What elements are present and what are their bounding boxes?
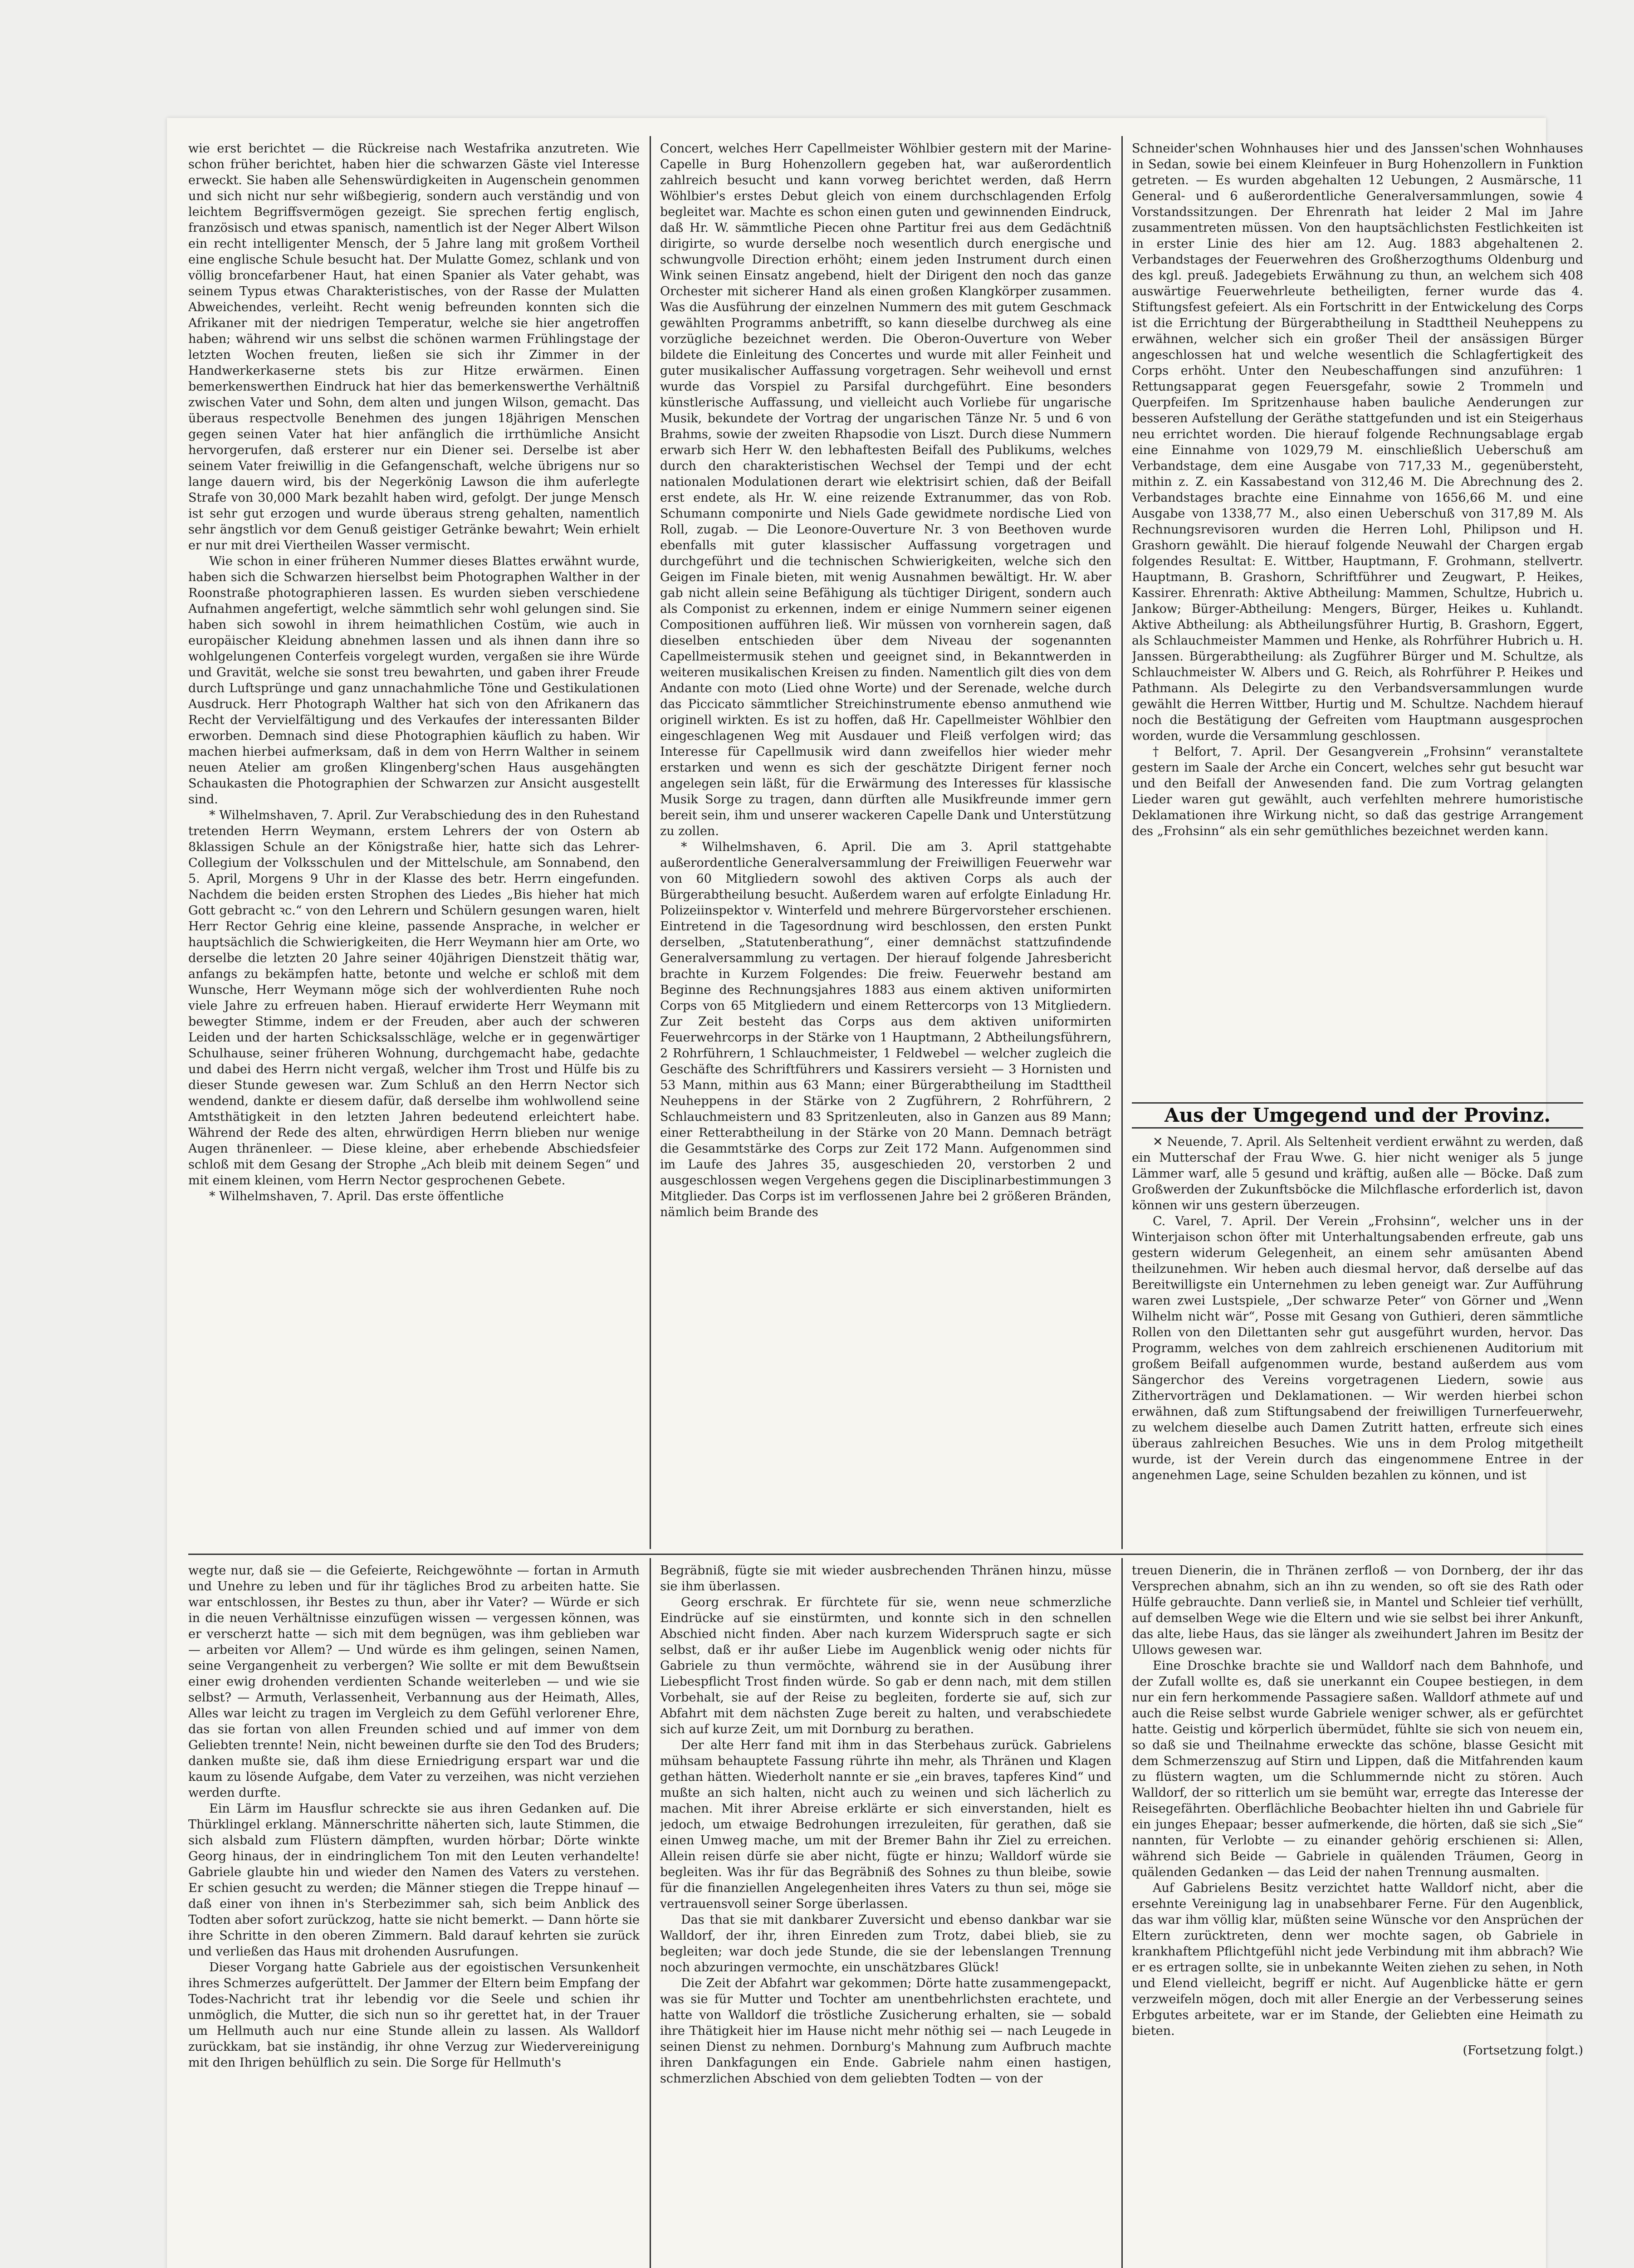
column-divider bbox=[650, 136, 651, 1549]
column-divider bbox=[1121, 1558, 1123, 2268]
column-divider bbox=[1121, 136, 1123, 1549]
lower-column-3 bbox=[1132, 1563, 1583, 2268]
section-heading: Aus der Umgegend und der Provinz. bbox=[1132, 1102, 1583, 1129]
column-divider bbox=[650, 1558, 651, 2268]
lower-column-1 bbox=[188, 1563, 640, 2268]
lower-column-2 bbox=[660, 1563, 1111, 2268]
upper-column-1 bbox=[188, 141, 640, 1549]
article-paragraph: * Wilhelmshaven, 6. April. Die am 3. April stattgehabte außerordentliche Generalversammlung der Freiwilligen Feuerwehr war von 60 Mitgliedern sowohl des aktiven Corps als auch der Bürgerabtheilung besucht. Außerdem waren auf erfolgte Einladung Hr. Polizeiinspektor v. Winterfeld und mehrere Bürgervorsteher erschienen. Eintretend in die Tagesordnung wird beschlossen, den ersten Punkt derselben, „Statutenberathung“, einer demnächst stattzufindende Generalversammlung zu vertagen. Der hierauf folgende Jahresbericht brachte in Kurzem Folgendes: Die freiw. Feuerwehr bestand am Beginne des Rechnungsjahres 1883 aus einem aktiven uniformirten Corps von 65 Mitgliedern und einem Rettercorps von 13 Mitgliedern. Zur Zeit besteht das Corps aus dem aktiven uniformirten Feuerwehrcorps in der Stärke von 1 Hauptmann, 2 Abtheilungsführern, 2 Rohrführern, 1 Schlauchmeister, 1 Feldwebel — welcher zugleich die Geschäfte des Schriftführers und Kassirers versieht — 3 Hornisten und 53 Mann, mithin aus 63 Mann; einer Bürgerabtheilung im Stadttheil Neuheppens in der Stärke von 2 Zugführern, 2 Rohrführern, 2 Schlauchmeistern und 83 Spritzenleuten, also in Ganzen aus 89 Mann; einer Retterabtheilung in der Stärke von 20 Mann. Demnach beträgt die Gesammtstärke des Corps zur Zeit 172 Mann. Aufgenommen sind im Laufe des Jahres 35, ausgeschieden 20, verstorben 2 und ausgeschlossen wegen Vergehens gegen die Disciplinarbestimmungen 3 Mitglieder. Das Corps ist im verflossenen Jahre bei 2 größeren Bränden, nämlich beim Brande des bbox=[660, 840, 1111, 1219]
article-paragraph: Concert, welches Herr Capellmeister Wöhlbier gestern mit der Marine-Capelle in Burg Hohenzollern gegeben hat, war außerordentlich zahlreich besucht und kann vorweg berichtet werden, daß Herrn Wöhlbier's erstes Debut gleich von einem durchschlagenden Erfolg begleitet war. Machte es schon einen guten und gewinnenden Eindruck, daß Hr. W. sämmtliche Piecen ohne Partitur frei aus dem Gedächtniß dirigirte, so wurde derselbe noch wesentlich durch energische und schwungvolle Direction erhöht; einem jeden Instrument durch einen Wink seinen Einsatz angebend, hielt der Dirigent den noch das ganze Orchester mit sicherer Hand als einen großen Klangkörper zusammen. Was die Ausführung der einzelnen Nummern des mit gutem Geschmack gewählten Programms anbetrifft, so kann dieselbe durchweg als eine vorzügliche bezeichnet werden. Die Oberon-Ouverture von Weber bildete die Einleitung des Concertes und wurde mit aller Feinheit und guter musikalischer Auffassung vorgetragen. Sehr weihevoll und ernst wurde das Vorspiel zu Parsifal durchgeführt. Eine besonders künstlerische Auffassung, und vielleicht auch Vorliebe für ungarische Musik, bekundete der Vortrag der ungarischen Tänze Nr. 5 und 6 von Brahms, sowie der zweiten Rhapsodie von Liszt. Durch diese Nummern erwarb sich Herr W. den lebhaftesten Beifall des Publikums, welches durch den charakteristischen Wechsel der Tempi und der echt nationalen Modulationen derart wie elektrisirt schien, daß der Beifall erst endete, als Hr. W. eine reizende Extranummer, das von Rob. Schumann componirte und Niels Gade gewidmete nordische Lied von Roll, zugab. — Die Leonore-Ouverture Nr. 3 von Beethoven wurde ebenfalls mit guter klassischer Auffassung vorgetragen und durchgeführt und die technischen Schwierigkeiten, welche sich den Geigen im Finale bieten, mit wenig Ausnahmen bewältigt. Hr. W. aber gab nicht allein seine Befähigung als tüchtiger Dirigent, sondern auch als Componist zu erkennen, indem er einige Nummern seiner eigenen Compositionen aufführen ließ. Wir müssen von vornherein sagen, daß dieselben entschieden über dem Niveau der sogenannten Capellmeistermusik stehen und geeignet sind, in Bekanntwerden in weiteren musikalischen Kreisen zu finden. Namentlich gilt dies von dem Andante con moto (Lied ohne Worte) und der Serenade, welche durch das Piccicato sämmtlicher Streichinstrumente ebenso anmuthend wie originell wirkten. Es ist zu hoffen, daß Hr. Capellmeister Wöhlbier den eingeschlagenen Weg mit Ausdauer und Fleiß verfolgen wird; das Interesse für Capellmusik wird dann zweifellos hier wieder mehr erstarken und wenn es sich der geschätzte Dirigent ferner noch angelegen sein läßt, für die Erwärmung des Interesses für klassische Musik Sorge zu tragen, dann dürften alle Musikfreunde immer gern bereit sein, ihm und unserer wackeren Capelle Dank und Unterstützung zu zollen. bbox=[660, 142, 1111, 838]
feuilleton-separator bbox=[188, 1554, 1583, 1555]
story-paragraph: wegte nur, daß sie — die Gefeierte, Reichgewöhnte — fortan in Armuth und Unehre zu leben und für ihr tägliches Brod zu arbeiten hatte. Sie war entschlossen, ihr Bestes zu thun, aber ihr Vater? — Würde er sich in die neuen Verhältnisse einzufügen wissen — vergessen können, was er verscherzt hatte — sich mit dem begnügen, was ihm geblieben war — arbeiten vor Allem? — Und würde es ihm gelingen, seinen Namen, seine Vergangenheit zu verbergen? Wie sollte er mit dem Bewußtsein einer ewig drohenden verdienten Schande weiterleben — und wie sie selbst? — Armuth, Verlassenheit, Verbannung aus der Heimath, Alles, Alles war leicht zu tragen im Vergleich zu dem Gefühl verlorener Ehre, das sie fortan von allen Freunden schied und auf immer von dem Geliebten trennte! Nein, nicht beweinen durfte sie den Tod des Bruders; danken mußte sie, daß ihm diese Erniedrigung erspart war und die kaum zu lösende Aufgabe, dem Vater zu verzeihen, was nicht verziehen werden durfte. bbox=[188, 1564, 640, 1800]
article-paragraph: wie erst berichtet — die Rückreise nach Westafrika anzutreten. Wie schon früher berichtet, haben hier die schwarzen Gäste viel Interesse erweckt. Sie haben alle Sehenswürdigkeiten in Augenschein genommen und sich nicht nur sehr wißbegierig, sondern auch verständig und von leichtem Begriffsvermögen gezeigt. Sie sprechen fertig englisch, französisch und etwas spanisch, namentlich ist der Neger Albert Wilson ein recht intelligenter Mensch, der 5 Jahre lang mit großem Vortheil eine englische Schule besucht hat. Der Mulatte Gomez, schlank und von völlig broncefarbener Haut, hat einen Spanier als Vater gehabt, was seinem Typus etwas Charakteristisches, von der Rasse der Mulatten Abweichendes, verleiht. Recht wenig befreunden konnten sich die Afrikaner mit der niedrigen Temperatur, welche sie hier angetroffen haben; während wir uns selbst die schönen warmen Frühlingstage der letzten Wochen freuten, ließen sie sich ihr Zimmer in der Handwerkerkaserne stets bis zur Hitze erwärmen. Einen bemerkenswerthen Eindruck hat hier das bemerkenswerthe Verhältniß zwischen Vater und Sohn, dem alten und jungen Wilson, gemacht. Das überaus respectvolle Benehmen des jungen 18jährigen Menschen gegen seinen Vater hat hier anfänglich die irrthümliche Ansicht hervorgerufen, daß ersterer nur ein Diener sei. Derselbe ist aber seinem Vater freiwillig in die Gefangenschaft, welche übrigens nur so lange dauern wird, bis der Negerkönig Lawson die ihm auferlegte Strafe von 30,000 Mark bezahlt haben wird, gefolgt. Der junge Mensch ist sehr gut erzogen und wurde überaus streng gehalten, namentlich sehr ängstlich vor dem Genuß geistiger Getränke bewahrt; Wein erhielt er nur mit drei Viertheilen Wasser vermischt. bbox=[188, 142, 640, 552]
story-paragraph: Der alte Herr fand mit ihm in das Sterbehaus zurück. Gabrielens mühsam behauptete Fassung rührte ihn mehr, als Thränen und Klagen gethan hätten. Wiederholt nannte er sie „ein braves, tapferes Kind“ und mußte an sich halten, nicht auch zu weinen und sich lächerlich zu machen. Mit ihrer Abreise erklärte er sich einverstanden, hielt es jedoch, um etwaige Bedrohungen irrezuleiten, für gerathen, daß sie einen Umweg mache, um mit der Bremer Bahn ihr Ziel zu erreichen. Allein reisen dürfe sie aber nicht, fügte er hinzu; Walldorf würde sie begleiten. Was ihr für das Begräbniß des Sohnes zu thun bleibe, sowie für die finanziellen Angelegenheiten ihres Vaters zu thun sei, möge sie vertrauensvoll seiner Sorge überlassen. bbox=[660, 1738, 1111, 1911]
article-paragraph: C. Varel, 7. April. Der Verein „Frohsinn“, welcher uns in der Winterjaison schon öfter mit Unterhaltungsabenden erfreute, gab uns gestern widerum Gelegenheit, an einem sehr amüsanten Abend theilzunehmen. Wir heben auch diesmal hervor, daß derselbe auf das Bereitwilligste ein Unternehmen zu leben geneigt war. Zur Aufführung waren zwei Lustspiele, „Der schwarze Peter“ von Görner und „Wenn Wilhelm nicht wär“, Posse mit Gesang von Guthieri, deren sämmtliche Rollen von den Dilettanten sehr gut ausgeführt wurden, hervor. Das Programm, welches von dem zahlreich erschienenen Auditorium mit großem Beifall aufgenommen wurde, bestand außerdem aus vom Sängerchor des Vereins vorgetragenen Liedern, sowie aus Zithervorträgen und Deklamationen. — Wir werden hierbei schon erwähnen, daß zum Stiftungsabend der freiwilligen Turnerfeuerwehr, zu welchem dieselbe auch Damen Zutritt hatten, erfreute sich eines überaus zahlreichen Besuches. Wie uns in dem Prolog mitgetheilt wurde, ist der Verein durch das eingenommene Entree in der angenehmen Lage, seine Schulden bezahlen zu können, und ist bbox=[1132, 1214, 1583, 1482]
article-paragraph: Schneider'schen Wohnhauses hier und des Janssen'schen Wohnhauses in Sedan, sowie bei einem Kleinfeuer in Burg Hohenzollern in Funktion getreten. — Es wurden abgehalten 12 Uebungen, 2 Ausmärsche, 11 General- und 6 außerordentliche Generalversammlungen, sowie 4 Vorstandssitzungen. Der Ehrenrath hat leider 2 Mal im Jahre zusammentreten müssen. Von den hauptsächlichsten Festlichkeiten ist in erster Linie des hier am 12. Aug. 1883 abgehaltenen 2. Verbandstages der Feuerwehren des Großherzogthums Oldenburg und des kgl. preuß. Jadegebiets Erwähnung zu thun, an welchem sich 408 auswärtige Feuerwehrleute betheiligten, ferner wurde das 4. Stiftungsfest gefeiert. Als ein Fortschritt in der Entwickelung des Corps ist die Errichtung der Bürgerabtheilung in Stadttheil Neuheppens zu erwähnen, welcher sich ein großer Theil der ansässigen Bürger angeschlossen hat und welche wesentlich die Schlagfertigkeit des Corps erhöht. Unter den Neubeschaffungen sind anzuführen: 1 Rettungsapparat gegen Feuersgefahr, sowie 2 Trommeln und Querpfeifen. Im Spritzenhause haben bauliche Aenderungen zur besseren Aufstellung der Geräthe stattgefunden und ist ein Steigerhaus neu errichtet worden. Die hierauf folgende Rechnungsablage ergab eine Einnahme von 1029,79 M. einschließlich Ueberschuß am Verbandstage, dem eine Ausgabe von 717,33 M., gegenübersteht, mithin z. Z. ein Kassabestand von 312,46 M. Die Abrechnung des 2. Verbandstages brachte eine Einnahme von 1656,66 M. und eine Ausgabe von 1338,77 M., also einen Ueberschuß von 317,89 M. Als Rechnungsrevisoren wurden die Herren Lohl, Philipson und H. Grashorn gewählt. Die hierauf folgende Neuwahl der Chargen ergab folgendes Resultat: E. Wittber, Hauptmann, F. Grohmann, stellvertr. Hauptmann, B. Grashorn, Schriftführer und Zeugwart, P. Heikes, Kassirer. Ehrenrath: Aktive Abtheilung: Mammen, Schultze, Hubrich u. Jankow; Bürger-Abtheilung: Mengers, Bürger, Heikes u. Kuhlandt. Aktive Abtheilung: als Abtheilungsführer Hurtig, B. Grashorn, Eggert, als Schlauchmeister Mammen und Henke, als Rohrführer Hubrich u. H. Janssen. Bürgerabtheilung: als Zugführer Bürger und M. Schultze, als Schlauchmeister W. Albers und G. Reich, als Rohrführer P. Heikes und Pathmann. Als Delegirte zu den Verbandsversammlungen wurde gewählt die Herren Wittber, Hurtig und M. Schultze. Nachdem hierauf noch die Bestätigung der Gefreiten vom Hauptmann ausgesprochen worden, wurde die Versammlung geschlossen. bbox=[1132, 142, 1583, 743]
article-paragraph: * Wilhelmshaven, 7. April. Das erste öffentliche bbox=[209, 1189, 504, 1203]
article-paragraph: * Wilhelmshaven, 7. April. Zur Verabschiedung des in den Ruhestand tretenden Herrn Weymann, erstem Lehrers der von Ostern ab 8klassigen Schule an der Königstraße hier, hatte sich das Lehrer-Collegium der Volksschulen und der Mittelschule, am Sonnabend, den 5. April, Morgens 9 Uhr in der Klasse des betr. Herrn eingefunden. Nachdem die beiden ersten Strophen des Liedes „Bis hieher hat mich Gott gebracht ꝛc.“ von den Lehrern und Schülern gesungen waren, hielt Herr Rector Gehrig eine kleine, passende Ansprache, in welcher er hauptsächlich die Schwierigkeiten, die Herr Weymann hier am Orte, wo derselbe die letzten 20 Jahre seiner 40jährigen Dienstzeit thätig war, anfangs zu bekämpfen hatte, betonte und welche er schloß mit dem Wunsche, Herr Weymann möge sich der wohlverdienten Ruhe noch viele Jahre zu erfreuen haben. Hierauf erwiderte Herr Weymann mit bewegter Stimme, indem er der Freuden, aber auch der schweren Leiden und der harten Schicksalsschläge, welche er in gegenwärtiger Schulhause, seiner früheren Wohnung, durchgemacht habe, gedachte und dabei des Herrn nicht vergaß, welcher ihm Trost und Hülfe bis zu dieser Stunde gewesen war. Zum Schluß an den Herrn Nector sich wendend, dankte er diesem dafür, daß derselbe ihm wohlwollend seine Amtsthätigkeit in den letzten Jahren bedeutend erleichtert habe. Während der Rede des alten, ehrwürdigen Herrn blieben nur wenige Augen thränenleer. — Diese kleine, aber erhebende Abschiedsfeier schloß mit dem Gesang der Strophe „Ach bleib mit deinem Segen“ und mit einem kleinen, vom Herrn Nector gesprochenen Gebete. bbox=[188, 808, 640, 1188]
continuation-note: (Fortsetzung folgt.) bbox=[1463, 2043, 1583, 2058]
story-paragraph: Georg erschrak. Er fürchtete für sie, wenn neue schmerzliche Eindrücke auf sie einstürmten, und konnte sich in den schnellen Abschied nicht finden. Aber nach kurzem Widerspruch sagte er sich selbst, daß er ihr außer Liebe im Augenblick wenig oder nichts für Gabriele zu thun vermöchte, während sie in der Ausübung ihrer Liebespflicht Trost finden würde. So gab er denn nach, mit dem stillen Vorbehalt, sie auf der Reise zu begleiten, forderte sie auf, sich zur Abfahrt mit dem nächsten Zuge bereit zu halten, und verabschiedete sich auf kurze Zeit, um mit Dornburg zu berathen. bbox=[660, 1595, 1111, 1736]
article-paragraph: ✕ Neuende, 7. April. Als Seltenheit verdient erwähnt zu werden, daß ein Mutterschaf der Frau Wwe. G. hier nicht weniger als 5 junge Lämmer warf, alle 5 gesund und kräftig, außen alle — Böcke. Daß zum Großwerden der Zukunftsböcke die Milchflasche erforderlich ist, davon können wir uns gestern überzeugen. bbox=[1132, 1135, 1583, 1212]
story-paragraph: Auf Gabrielens Besitz verzichtet hatte Walldorf nicht, aber die ersehnte Vereinigung lag in unabsehbarer Ferne. Für den Augenblick, das war ihm völlig klar, müßten seine Wünsche vor den Ansprüchen der Eltern zurücktreten, denn wer mochte sagen, ob Gabriele in krankhaftem Pflichtgefühl nicht jede Verbindung mit ihm abbrach? Wie er es ertragen sollte, sie in unbekannte Weiten ziehen zu sehen, in Noth und Elend vielleicht, begriff er nicht. Auf Augenblicke hätte er gern verzweifeln mögen, doch mit aller Energie an der Verbesserung seines Erbgutes arbeitete, war er im Stande, der Geliebten eine Heimath zu bieten. bbox=[1132, 1881, 1583, 2038]
story-paragraph: Begräbniß, fügte sie mit wieder ausbrechenden Thränen hinzu, müsse sie ihm überlassen. bbox=[660, 1564, 1111, 1593]
upper-column-3 bbox=[1132, 141, 1583, 1102]
article-paragraph: † Belfort, 7. April. Der Gesangverein „Frohsinn“ veranstaltete gestern im Saale der Arche ein Concert, welches sehr gut besucht war und den Beifall der Anwesenden fand. Die zum Vortrag gelangten Lieder waren gut gewählt, auch verfehlten mehrere humoristische Deklamationen ihre Wirkung nicht, so daß das gestrige Arrangement des „Frohsinn“ als ein sehr gemüthliches bezeichnet werden kann. bbox=[1132, 745, 1583, 838]
story-paragraph: Das that sie mit dankbarer Zuversicht und ebenso dankbar war sie Walldorf, der ihr, ihren Einreden zum Trotz, dabei blieb, sie zu begleiten; war doch jede Stunde, die sie der lebenslangen Trennung noch abzuringen vermochte, ein unschätzbares Glück! bbox=[660, 1913, 1111, 1975]
story-paragraph: Dieser Vorgang hatte Gabriele aus der egoistischen Versunkenheit ihres Schmerzes aufgerüttelt. Der Jammer der Eltern beim Empfang der Todes-Nachricht trat ihr lebendig vor die Seele und schien ihr unmöglich, die Mutter, die sich nun so ihr gerettet hat, in der Trauer um Hellmuth auch nur eine Stunde allein zu lassen. Als Walldorf zurückkam, bat sie inständig, ihr ohne Verzug zur Wiedervereinigung mit den Ihrigen behülflich zu sein. Die Sorge für Hellmuth's bbox=[188, 1960, 640, 2070]
story-paragraph: Ein Lärm im Hausflur schreckte sie aus ihren Gedanken auf. Die Thürklingel erklang. Männerschritte näherten sich, laute Stimmen, die sich alsbald zum Flüstern dämpften, wurden hörbar; Dörte winkte Georg hinaus, der in eindringlichem Ton mit den Leuten verhandelte! Gabriele glaubte hin und wieder den Namen des Vaters zu verstehen. Er schien gesucht zu werden; die Männer stiegen die Treppe hinauf — daß einer von ihnen in's Sterbezimmer sah, sich beim Anblick des Todten aber sofort zurückzog, hatte sie nicht bemerkt. — Dann hörte sie ihre Schritte in den oberen Zimmern. Bald darauf kehrten sie zurück und verließen das Haus mit drohenden Ausrufungen. bbox=[188, 1802, 640, 1959]
story-paragraph: Die Zeit der Abfahrt war gekommen; Dörte hatte zusammengepackt, was sie für Mutter und Tochter am unentbehrlichsten erachtete, und hatte von Walldorf die tröstliche Zusicherung erhalten, sie — sobald ihre Thätigkeit hier im Hause nicht mehr nöthig sei — nach Leugede in seinen Dienst zu nehmen. Dornburg's Mahnung zum Aufbruch machte ihren Dankfagungen ein Ende. Gabriele nahm einen hastigen, schmerzlichen Abschied von dem geliebten Todten — von der bbox=[660, 1976, 1111, 2086]
article-paragraph: Wie schon in einer früheren Nummer dieses Blattes erwähnt wurde, haben sich die Schwarzen hierselbst beim Photographen Walther in der Roonstraße photographieren lassen. Es wurden sieben verschiedene Aufnahmen angefertigt, welche sämmtlich sehr wohl gelungen sind. Sie haben sich sowohl in ihrem heimathlichen Costüm, wie auch in europäischer Kleidung abnehmen lassen und als ihnen dann ihre so wohlgelungenen Conterfeis vorgelegt wurden, vergaßen sie ihre Würde und Gravität, welche sie sonst treu bewahrten, und gaben ihrer Freude durch Luftsprünge und ganz unnachahmliche Töne und Gestikulationen Ausdruck. Herr Photograph Walther hat sich von den Afrikanern das Recht der Vervielfältigung und des Verkaufes der interessanten Bilder erworben. Demnach sind diese Photographien käuflich zu haben. Wir machen hierbei aufmerksam, daß in dem von Herrn Walther in seinem neuen Atelier am großen Klingenberg'schen Haus ausgehängten Schaukasten die Photographien der Schwarzen zur Ansicht ausgestellt sind. bbox=[188, 554, 640, 807]
story-paragraph: treuen Dienerin, die in Thränen zerfloß — von Dornberg, der ihr das Versprechen abnahm, sich an ihn zu wenden, so oft sie des Rath oder Hülfe gebrauchte. Dann verließ sie, in Mantel und Schleier tief verhüllt, auf demselben Wege wie die Eltern und wie sie selbst bei ihrer Ankunft, das alte, liebe Haus, das sie länger als zweihundert Jahren im Besitz der Ullows gewesen war. bbox=[1132, 1564, 1583, 1657]
upper-column-2 bbox=[660, 141, 1111, 1549]
upper-column-3b bbox=[1132, 1134, 1583, 1549]
story-paragraph: Eine Droschke brachte sie und Walldorf nach dem Bahnhofe, und der Zufall wollte es, daß sie unerkannt ein Coupee bestiegen, in dem nur ein fern herkommende Passagiere saßen. Walldorf athmete auf und auch die Reise selbst wurde Gabriele weniger schwer, als er gefürchtet hatte. Geistig und körperlich übermüdet, fühlte sie sich von neuem ein, so daß sie und Theilnahme erweckte das schöne, blasse Gesicht mit dem Schmerzenszug auf Stirn und Lippen, daß die Mitfahrenden kaum zu flüstern wagten, um die Schlummernde nicht zu stören. Auch Walldorf, der so ritterlich um sie bemüht war, erregte das Interesse der Reisegefährten. Oberflächliche Beobachter hielten ihn und Gabriele für ein junges Ehepaar; besser aufmerkende, die hörten, daß sie sich „Sie“ nannten, für Verlobte — zu einander gehörig erschienen si: Allen, während sich Beide — Gabriele in quälenden Träumen, Georg in quälenden Gedanken — das Leid der nahen Trennung ausmalten. bbox=[1132, 1659, 1583, 1879]
